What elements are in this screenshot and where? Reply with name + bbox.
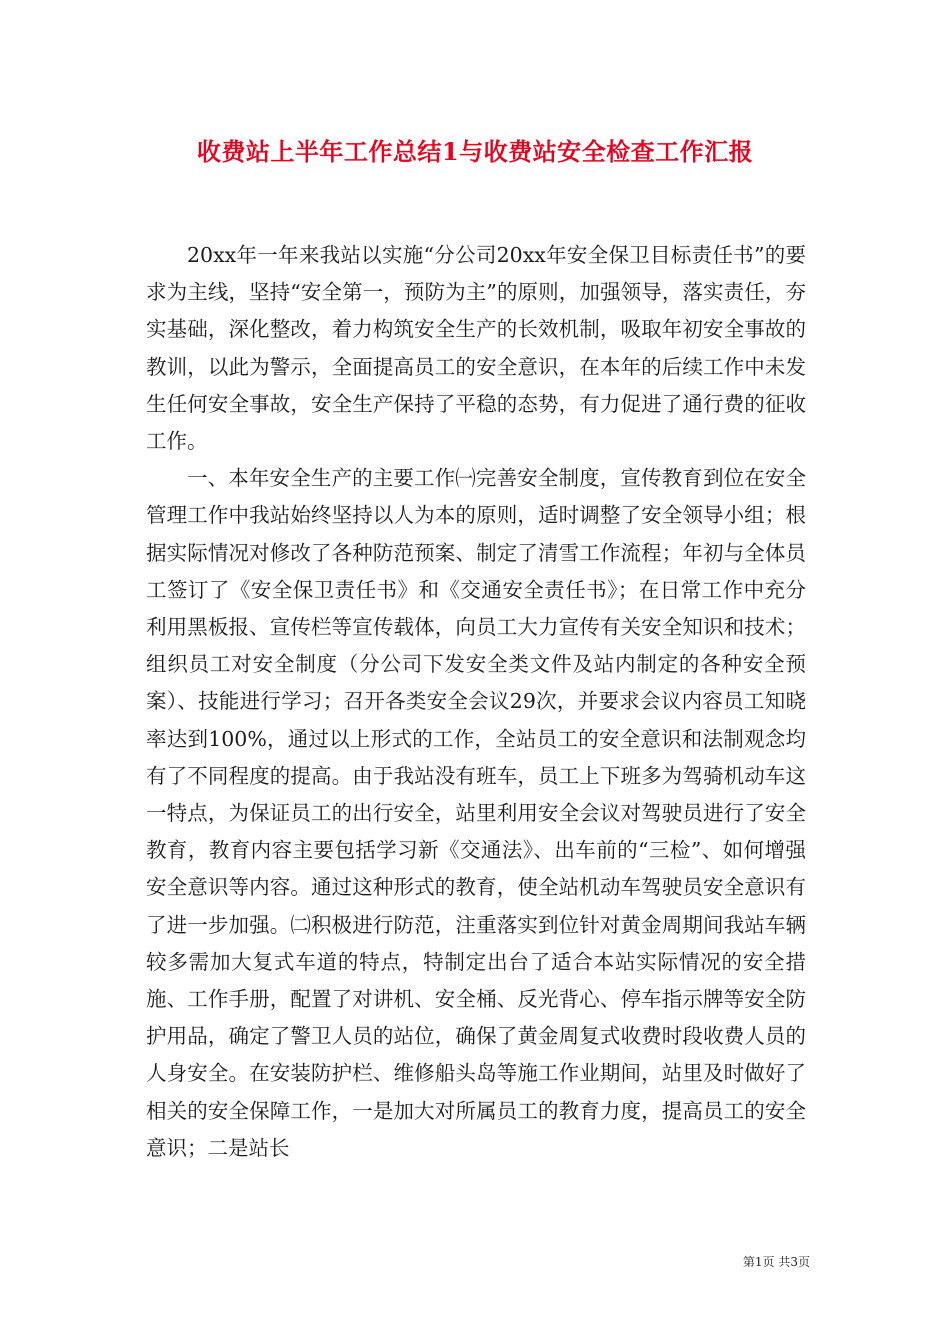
paragraph-intro: 20xx年一年来我站以实施“分公司20xx年安全保卫目标责任书”的要求为主线，坚持“安全第一，预防为主”的原则，加强领导，落实责任，夯实基础，深化整改，着力构筑安全生产的长效机制，吸取年初安全事故的教训，以此为警示，全面提高员工的安全意识，在本年的后续工作中未发生任何安全事故，安全生产保持了平稳的态势，有力促进了通行费的征收工作。 — [146, 243, 806, 454]
document-body — [146, 237, 806, 1167]
document-title: 收费站上半年工作总结1与收费站安全检查工作汇报 — [196, 137, 754, 166]
paragraph-section-one: 一、本年安全生产的主要工作㈠完善安全制度，宣传教育到位在安全管理工作中我站始终坚持以人为本的原则，适时调整了安全领导小组；根据实际情况对修改了各种防范预案、制定了清雪工作流程；年初与全体员工签订了《安全保卫责任书》和《交通安全责任书》；在日常工作中充分利用黑板报、宣传栏等宣传载体，向员工大力宣传有关安全知识和技术；组织员工对安全制度（分公司下发安全类文件及站内制定的各种安全预案）、技能进行学习；召开各类安全会议29次，并要求会议内容员工知晓率达到100%，通过以上形式的工作，全站员工的安全意识和法制观念均有了不同程度的提高。由于我站没有班车，员工上下班多为驾骑机动车这一特点，为保证员工的出行安全，站里利用安全会议对驾驶员进行了安全教育，教育内容主要包括学习新《交通法》、出车前的“三检”、如何增强安全意识等内容。通过这种形式的教育，使全站机动车驾驶员安全意识有了进一步加强。㈡积极进行防范，注重落实到位针对黄金周期间我站车辆较多需加大复式车道的特点，特制定出台了适合本站实际情况的安全措施、工作手册，配置了对讲机、安全桶、反光背心、停车指示牌等安全防护用品，确定了警卫人员的站位，确保了黄金周复式收费时段收费人员的人身安全。在安装防护栏、维修船头岛等施工作业期间，站里及时做好了相关的安全保障工作，一是加大对所属员工的教育力度，提高员工的安全意识；二是站长 — [146, 466, 806, 1160]
page-number-footer: 第1页 共3页 — [742, 1255, 810, 1269]
